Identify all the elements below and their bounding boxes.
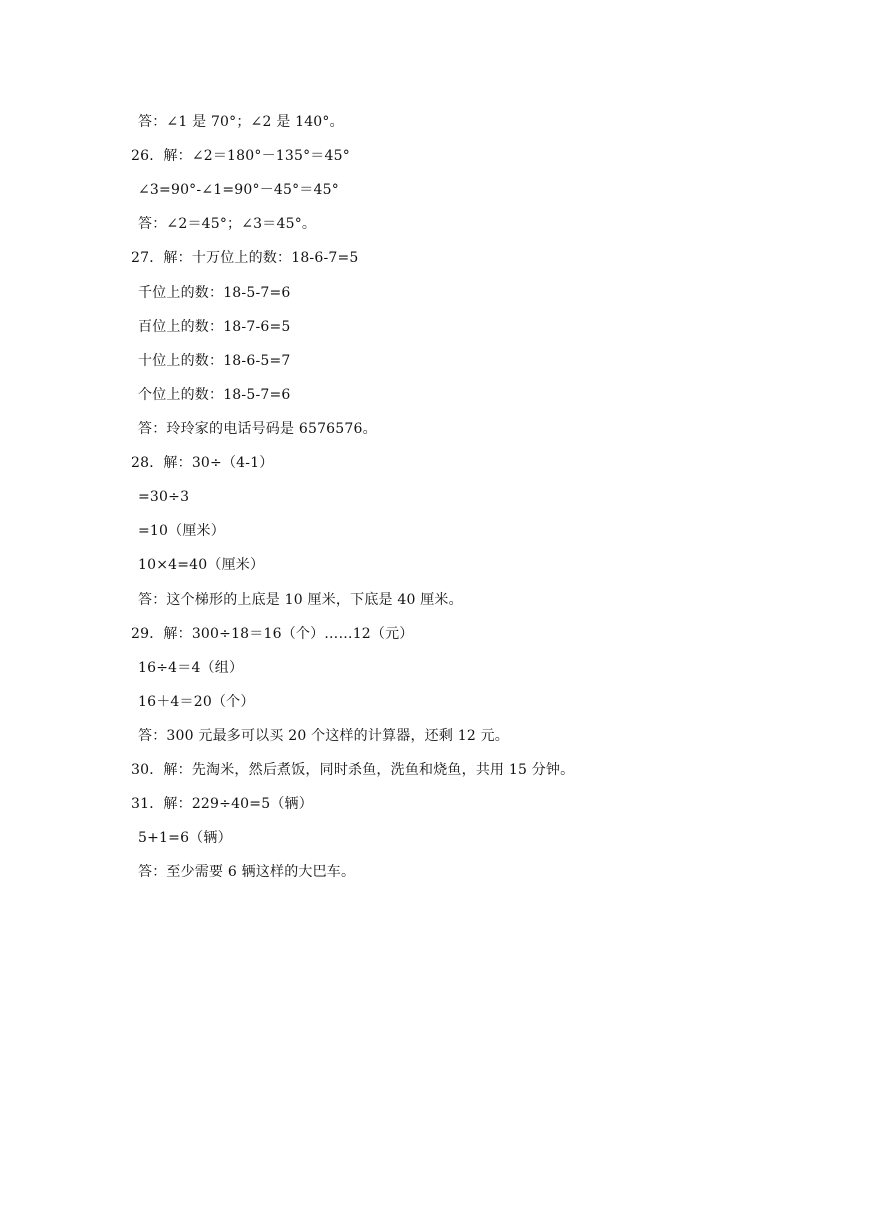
solution-27-line-2: 千位上的数：18-5-7=6 — [138, 285, 291, 301]
solution-27-line-5: 个位上的数：18-5-7=6 — [138, 387, 291, 403]
solution-29-line-3: 16＋4＝20（个） — [138, 694, 255, 710]
answer-line-27: 答：玲玲家的电话号码是 6576576。 — [138, 421, 377, 437]
answer-line-26: 答：∠2＝45°；∠3＝45°。 — [138, 216, 317, 232]
solution-31-line-1: 31．解：229÷40=5（辆） — [131, 796, 313, 812]
solution-30-line-1: 30．解：先淘米，然后煮饭，同时杀鱼，洗鱼和烧鱼，共用 15 分钟。 — [131, 762, 575, 778]
solution-31-line-2: 5+1=6（辆） — [138, 830, 232, 846]
solution-26-line-2: ∠3=90°-∠1=90°－45°＝45° — [138, 182, 339, 198]
answer-line-25: 答：∠1 是 70°；∠2 是 140°。 — [138, 114, 344, 130]
solution-28-line-1: 28．解：30÷（4-1） — [131, 455, 274, 471]
solution-26-line-1: 26．解：∠2＝180°－135°＝45° — [131, 148, 350, 164]
solution-29-line-1: 29．解：300÷18＝16（个）……12（元） — [131, 626, 414, 642]
solution-29-line-2: 16÷4＝4（组） — [138, 660, 244, 676]
solution-27-line-1: 27．解：十万位上的数：18-6-7=5 — [131, 250, 359, 266]
answer-line-31: 答：至少需要 6 辆这样的大巴车。 — [138, 864, 356, 880]
answer-line-29: 答：300 元最多可以买 20 个这样的计算器，还剩 12 元。 — [138, 728, 510, 744]
solution-28-line-2: =30÷3 — [138, 489, 190, 505]
solution-28-line-3: =10（厘米） — [138, 523, 225, 539]
solution-27-line-3: 百位上的数：18-7-6=5 — [138, 319, 291, 335]
solution-27-line-4: 十位上的数：18-6-5=7 — [138, 353, 291, 369]
solution-28-line-4: 10×4=40（厘米） — [138, 557, 265, 573]
answer-line-28: 答：这个梯形的上底是 10 厘米，下底是 40 厘米。 — [138, 592, 463, 608]
